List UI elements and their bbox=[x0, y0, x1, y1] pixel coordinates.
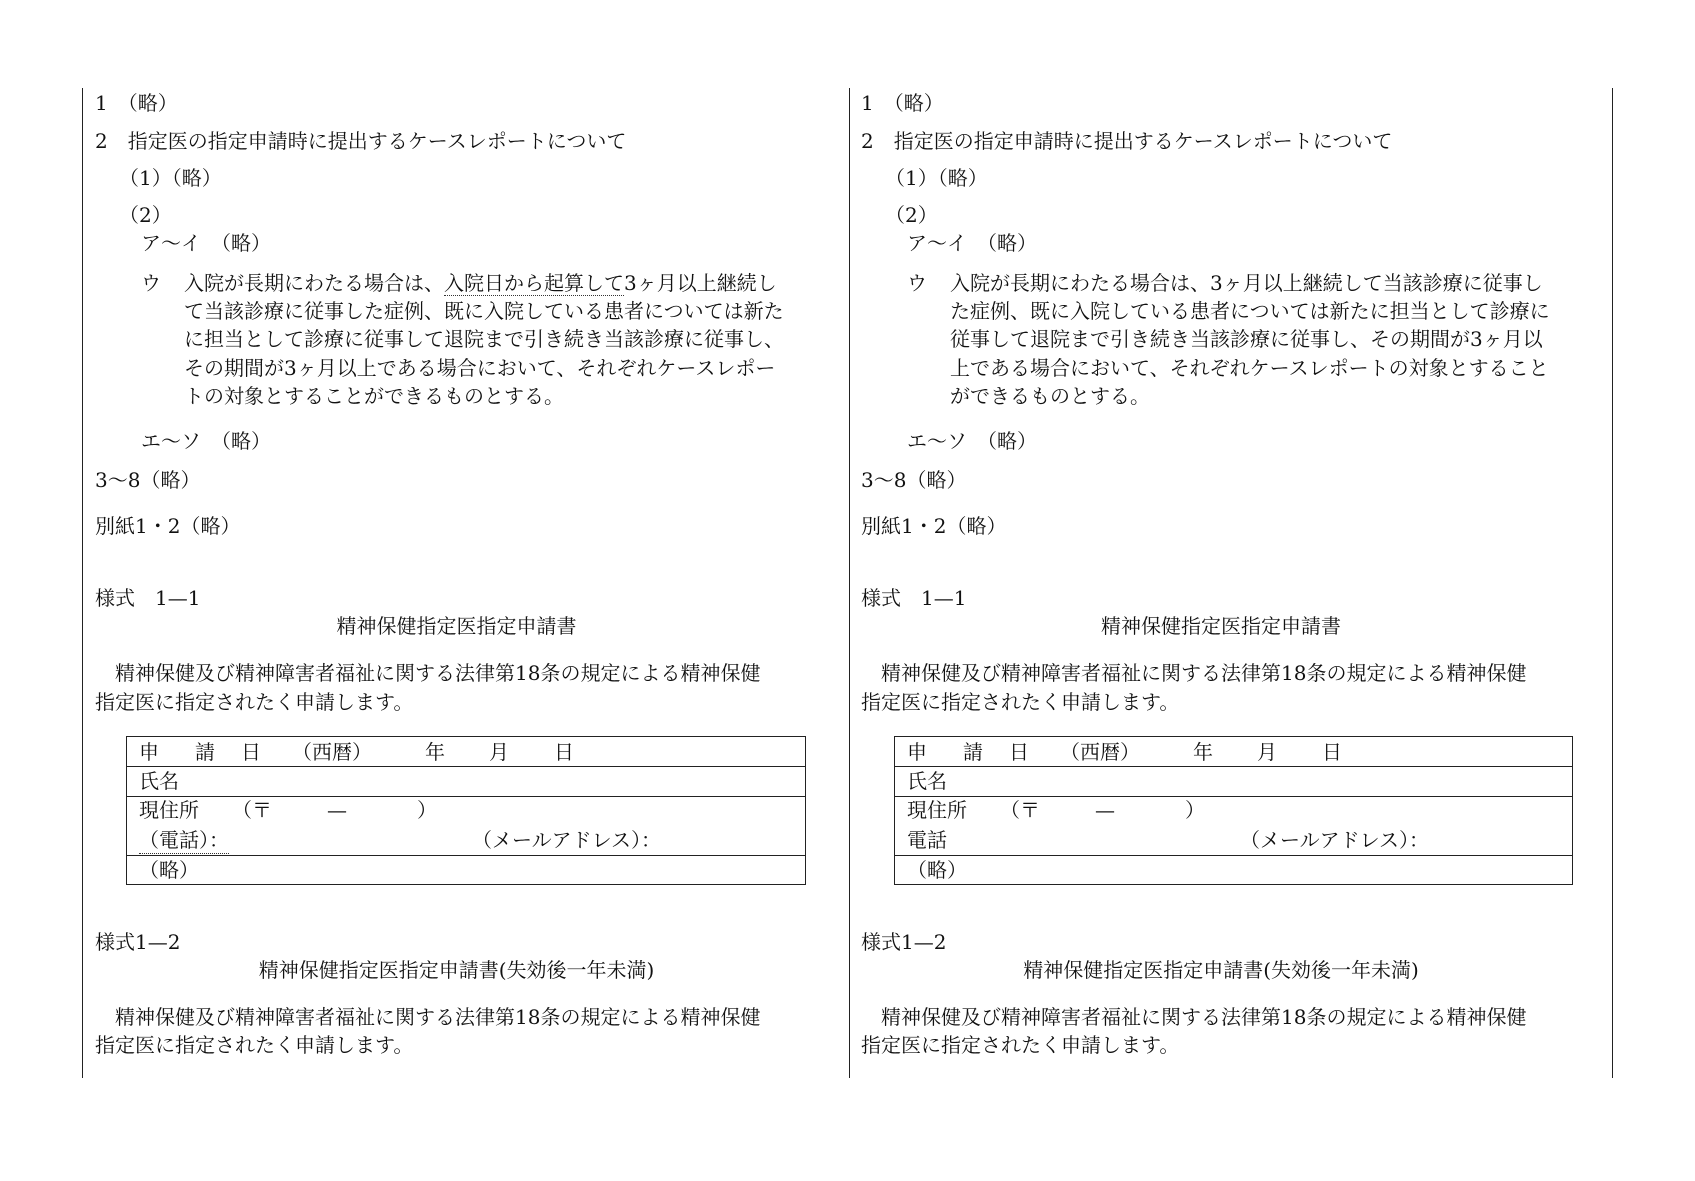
phone-field-label: （電話）： bbox=[139, 828, 229, 852]
form-1-2-title: 精神保健指定医指定申請書(失効後一年未満) bbox=[258, 958, 655, 982]
item-2-heading: 2 指定医の指定申請時に提出するケースレポートについて bbox=[95, 129, 627, 153]
sub-item-2: （2） bbox=[885, 203, 938, 227]
attachments: 別紙1・2（略） bbox=[861, 514, 1007, 538]
name-field-label: 氏名 bbox=[907, 769, 947, 793]
omitted-row: （略） bbox=[907, 858, 967, 882]
date-field-label: 日 bbox=[1322, 740, 1342, 764]
postal-code-dash: — bbox=[327, 798, 347, 822]
item-u-text: 3ヶ月以上継続し bbox=[624, 271, 777, 295]
date-field-label: （西暦） bbox=[292, 740, 372, 764]
sub-item-2: （2） bbox=[119, 203, 172, 227]
form-1-1-label: 様式 1—1 bbox=[95, 586, 201, 610]
item-u-line: トの対象とすることができるものとする。 bbox=[184, 383, 564, 408]
item-u-line: ができるものとする。 bbox=[950, 383, 1150, 408]
row-omitted bbox=[895, 855, 1572, 884]
email-field-label: （メールアドレス）： bbox=[1240, 828, 1429, 852]
form-1-2-title: 精神保健指定医指定申請書(失効後一年未満) bbox=[1023, 958, 1419, 982]
date-field-label: 日 bbox=[1009, 740, 1029, 764]
row-name bbox=[895, 766, 1572, 797]
date-field-label: （西暦） bbox=[1060, 740, 1140, 764]
item-e-so: エ～ソ （略） bbox=[907, 429, 1037, 453]
item-u-text: 入院が長期にわたる場合は、 bbox=[184, 271, 444, 295]
item-u-text: 入院が長期にわたる場合は、3ヶ月以上継続して当該診療に従事し bbox=[950, 271, 1543, 295]
form-1-1-paragraph: 指定医に指定されたく申請します。 bbox=[95, 690, 414, 714]
form-1-2-paragraph: 指定医に指定されたく申請します。 bbox=[95, 1033, 414, 1057]
application-form-table bbox=[894, 736, 1573, 885]
postal-code-close: ） bbox=[1185, 798, 1205, 822]
form-1-1-title: 精神保健指定医指定申請書 bbox=[336, 614, 577, 638]
item-a-i: ア～イ （略） bbox=[907, 231, 1037, 255]
form-1-2-label: 様式1—2 bbox=[861, 930, 947, 954]
postal-code-close: ） bbox=[417, 798, 437, 822]
date-field-label: 月 bbox=[489, 740, 509, 764]
sub-item-1: （1）（略） bbox=[119, 166, 222, 190]
date-field-label: 日 bbox=[241, 740, 261, 764]
name-field-label: 氏名 bbox=[139, 769, 179, 793]
items-3-8: 3～8（略） bbox=[95, 468, 201, 492]
form-1-1-paragraph: 精神保健及び精神障害者福祉に関する法律第18条の規定による精神保健 bbox=[95, 661, 761, 685]
date-field-label: 年 bbox=[1193, 740, 1213, 764]
item-u-line: その期間が3ヶ月以上である場合において、それぞれケースレポー bbox=[184, 355, 776, 380]
item-u-marker: ウ bbox=[907, 271, 927, 295]
item-u-line: に担当として診療に従事して退院まで引き続き当該診療に従事し、 bbox=[184, 327, 784, 352]
postal-code-dash: — bbox=[1095, 798, 1115, 822]
date-field-label: 請 bbox=[195, 740, 215, 764]
form-1-1-paragraph: 指定医に指定されたく申請します。 bbox=[861, 690, 1180, 714]
underlined-revision: 入院日から起算して bbox=[444, 271, 624, 295]
attachments: 別紙1・2（略） bbox=[95, 514, 241, 538]
item-a-i: ア～イ （略） bbox=[141, 231, 271, 255]
form-1-1-paragraph: 精神保健及び精神障害者福祉に関する法律第18条の規定による精神保健 bbox=[861, 661, 1527, 685]
postal-code-open: （〒 bbox=[1000, 798, 1040, 822]
date-field-label: 年 bbox=[425, 740, 445, 764]
sub-item-1: （1）（略） bbox=[885, 166, 988, 190]
address-field-label: 現住所 bbox=[907, 798, 967, 822]
date-field-label: 申 bbox=[139, 740, 159, 764]
date-field-label: 申 bbox=[907, 740, 927, 764]
item-2-heading: 2 指定医の指定申請時に提出するケースレポートについて bbox=[861, 129, 1393, 153]
form-1-2-paragraph: 精神保健及び精神障害者福祉に関する法律第18条の規定による精神保健 bbox=[95, 1005, 761, 1029]
item-u-line bbox=[950, 270, 1543, 296]
form-1-1-label: 様式 1—1 bbox=[861, 586, 967, 610]
item-u-line: て当該診療に従事した症例、既に入院している患者については新た bbox=[184, 299, 784, 323]
row-application-date bbox=[895, 737, 1572, 767]
date-field-label: 月 bbox=[1257, 740, 1277, 764]
date-field-label: 請 bbox=[963, 740, 983, 764]
postal-code-open: （〒 bbox=[232, 798, 272, 822]
address-field-label: 現住所 bbox=[139, 798, 199, 822]
form-1-2-label: 様式1—2 bbox=[95, 930, 181, 954]
items-3-8: 3～8（略） bbox=[861, 468, 967, 492]
item-u-line: た症例、既に入院している患者については新たに担当として診療に bbox=[950, 299, 1550, 323]
form-1-2-paragraph: 指定医に指定されたく申請します。 bbox=[861, 1033, 1180, 1057]
form-1-2-paragraph: 精神保健及び精神障害者福祉に関する法律第18条の規定による精神保健 bbox=[861, 1005, 1527, 1029]
item-e-so: エ～ソ （略） bbox=[141, 429, 271, 453]
item-1: 1 （略） bbox=[95, 91, 178, 115]
form-1-1-title: 精神保健指定医指定申請書 bbox=[1101, 614, 1341, 638]
email-field-label: （メールアドレス）： bbox=[472, 828, 661, 852]
date-field-label: 日 bbox=[554, 740, 574, 764]
phone-field-label: 電話 bbox=[907, 828, 947, 852]
item-1: 1 （略） bbox=[861, 91, 944, 115]
item-u-line: 従事して退院まで引き続き当該診療に従事し、その期間が3ヶ月以 bbox=[950, 327, 1543, 352]
row-address bbox=[895, 796, 1572, 856]
item-u-line: 上である場合において、それぞれケースレポートの対象とすること bbox=[950, 355, 1549, 380]
omitted-row: （略） bbox=[139, 858, 199, 882]
item-u-marker: ウ bbox=[141, 271, 161, 295]
